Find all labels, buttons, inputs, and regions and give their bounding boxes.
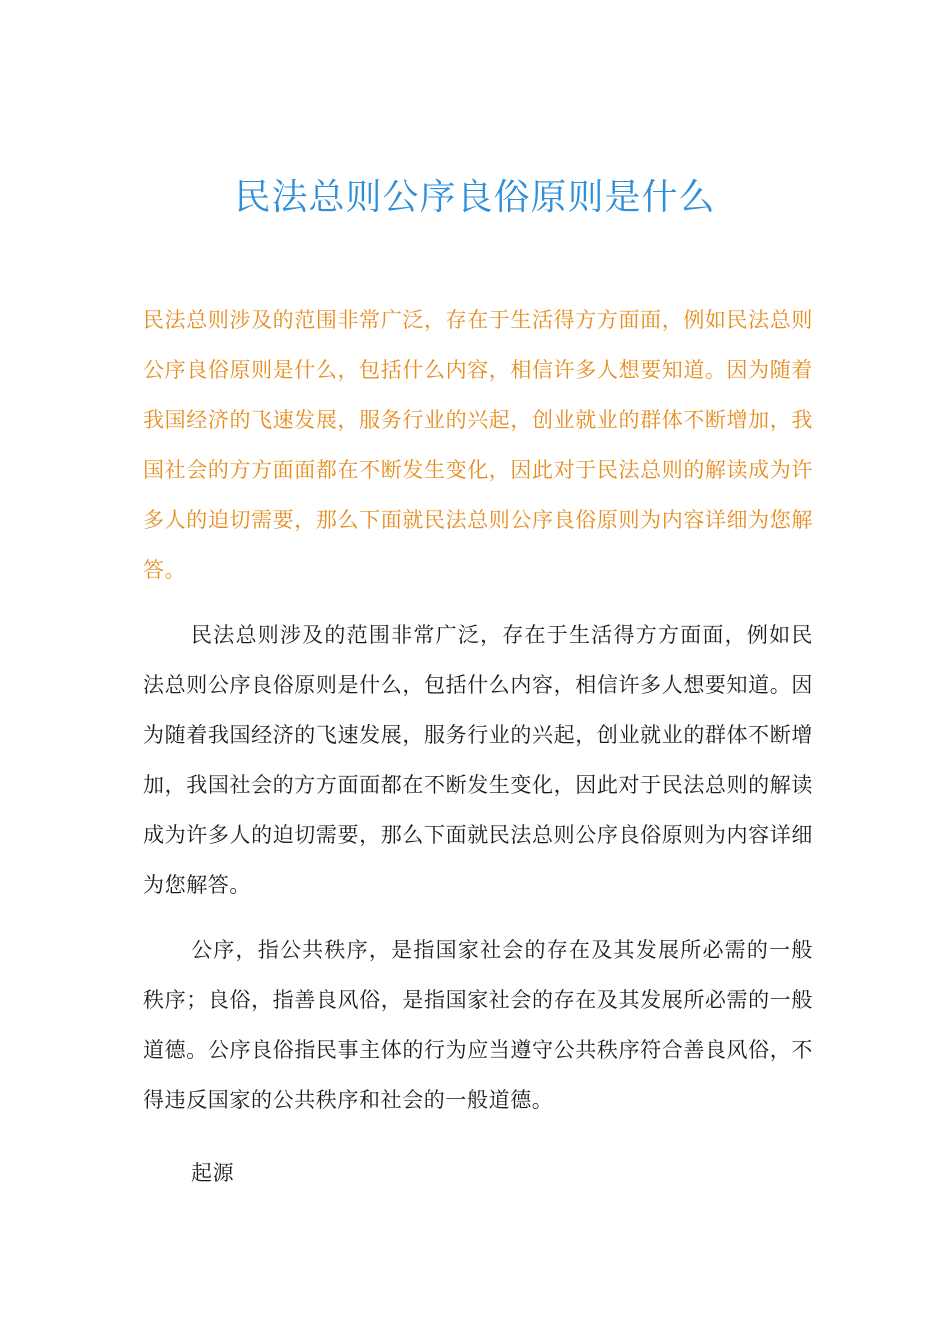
body-paragraph-1: 民法总则涉及的范围非常广泛，存在于生活得方方面面，例如民法总则公序良俗原则是什么，包括什么内容，相信许多人想要知道。因为随着我国经济的飞速发展，服务行业的兴起，创业就业的群体不断增加，我国社会的方方面面都在不断发生变化，因此对于民法总则的解读成为许多人的迫切需要，那么下面就民法总则公序良俗原则为内容详细为您解答。 <box>143 623 813 897</box>
section-heading-origin: 起源 <box>191 1161 235 1185</box>
document-title: 民法总则公序良俗原则是什么 <box>234 177 716 218</box>
intro-paragraph: 民法总则涉及的范围非常广泛，存在于生活得方方面面，例如民法总则公序良俗原则是什么，包括什么内容，相信许多人想要知道。因为随着我国经济的飞速发展，服务行业的兴起，创业就业的群体不断增加，我国社会的方方面面都在不断发生变化，因此对于民法总则的解读成为许多人的迫切需要，那么下面就民法总则公序良俗原则为内容详细为您解答。 <box>143 308 813 582</box>
body-paragraph-2: 公序，指公共秩序，是指国家社会的存在及其发展所必需的一般秩序；良俗，指善良风俗，是指国家社会的存在及其发展所必需的一般道德。公序良俗指民事主体的行为应当遵守公共秩序符合善良风俗，不得违反国家的公共秩序和社会的一般道德。 <box>143 938 813 1112</box>
